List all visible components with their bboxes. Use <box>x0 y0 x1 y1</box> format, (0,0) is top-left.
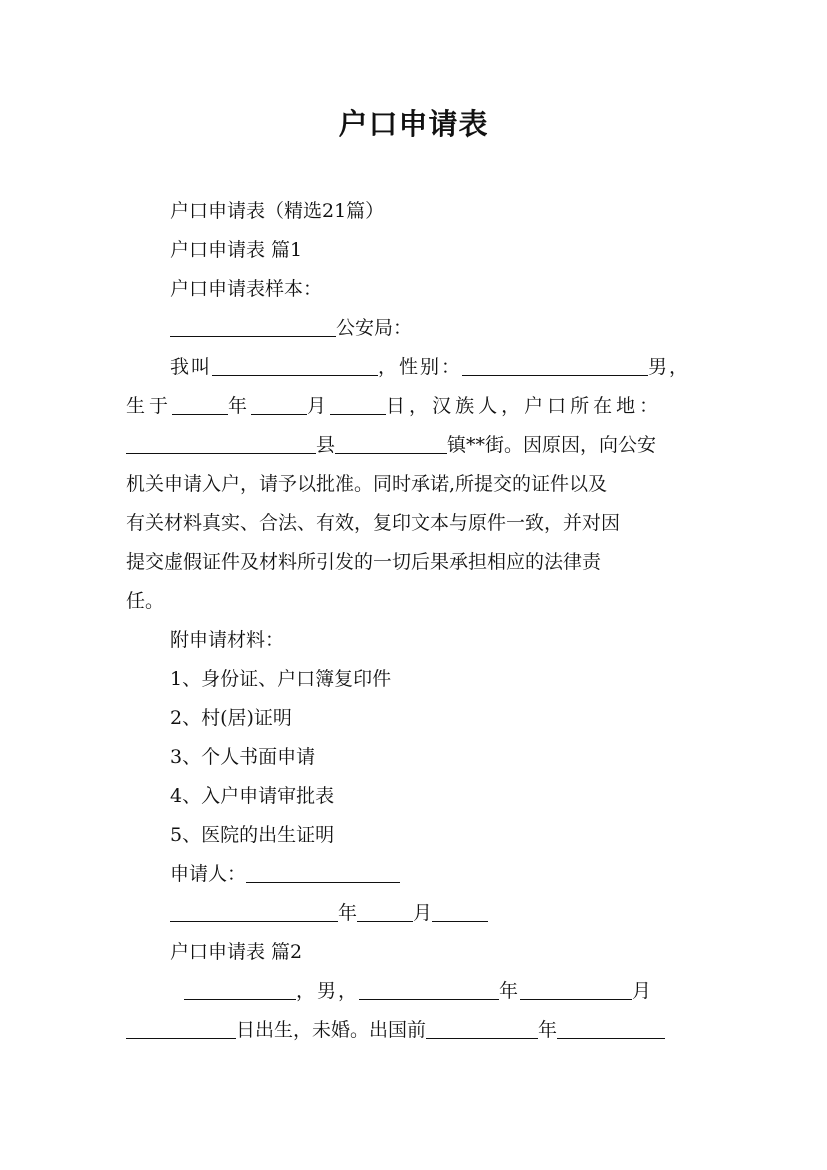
applicant-label: 申请人： <box>170 863 247 885</box>
a2-abroad-year-blank <box>426 1018 538 1039</box>
article2-line1 <box>126 978 653 1004</box>
para1-line6: 提交虚假证件及材料所引发的一切后果承担相应的法律责 <box>126 551 602 573</box>
sample-label: 户口申请表样本： <box>170 278 323 300</box>
day-label: 日， <box>386 395 433 417</box>
applicant-blank <box>246 862 400 883</box>
a2-month-label: 月 <box>632 980 654 1002</box>
ethnicity-residence-text: 汉族人，户口所在地： <box>432 395 663 417</box>
attachment-item-1: 1、身份证、户口簿复印件 <box>170 668 392 690</box>
attachment-item-3: 3、个人书面申请 <box>170 746 316 768</box>
a2-year2-label: 年 <box>538 1019 558 1041</box>
a2-year-label: 年 <box>499 980 521 1002</box>
date-year-blank <box>170 901 338 922</box>
police-bureau-line <box>170 315 412 341</box>
attachment-item-4: 4、入户申请审批表 <box>170 785 335 807</box>
subtitle: 户口申请表（精选21篇） <box>170 200 385 222</box>
date-month-label: 月 <box>413 902 433 924</box>
birth-year-blank <box>172 394 228 415</box>
a2-born-text: 日出生，未婚。出国前 <box>236 1019 427 1041</box>
county-label: 县 <box>316 434 336 456</box>
date-day-blank <box>432 901 488 922</box>
birth-day-blank <box>330 394 386 415</box>
residence-blank <box>126 433 316 454</box>
born-label: 生于 <box>126 395 173 417</box>
male-text: 男， <box>648 356 691 378</box>
a2-year-blank <box>359 979 499 1000</box>
year-label: 年 <box>228 395 252 417</box>
birth-month-blank <box>251 394 307 415</box>
attachment-item-5: 5、医院的出生证明 <box>170 824 335 846</box>
article1-heading: 户口申请表 篇1 <box>170 239 303 261</box>
police-bureau-text: 公安局： <box>336 317 413 339</box>
attachments-label: 附申请材料： <box>170 629 285 651</box>
para1-line2 <box>126 393 662 419</box>
a2-month-blank <box>520 979 632 1000</box>
bureau-blank <box>170 316 336 337</box>
para1-line3 <box>126 432 656 458</box>
a2-day-blank <box>126 1018 236 1039</box>
date-year-label: 年 <box>338 902 358 924</box>
document-title: 户口申请表 <box>338 107 489 141</box>
para1-line5: 有关材料真实、合法、有效，复印文本与原件一致，并对因 <box>126 512 621 534</box>
article2-heading: 户口申请表 篇2 <box>170 941 303 963</box>
para1-line1 <box>170 354 690 380</box>
article2-line2 <box>126 1017 665 1043</box>
name-prefix: 我叫 <box>170 356 213 378</box>
date-month-blank <box>357 901 413 922</box>
attachment-item-2: 2、村(居)证明 <box>170 707 292 729</box>
applicant-line <box>170 861 400 887</box>
a2-name-blank <box>184 979 296 1000</box>
county-blank <box>335 433 447 454</box>
date-line <box>170 900 488 926</box>
a2-trailing-blank <box>557 1018 665 1039</box>
a2-male-text: ，男， <box>296 980 360 1002</box>
gender-label: ，性别： <box>378 356 463 378</box>
gender-blank <box>462 355 648 376</box>
name-blank <box>212 355 378 376</box>
para1-line7: 任。 <box>126 590 165 612</box>
month-label: 月 <box>307 395 331 417</box>
para1-line4: 机关申请入户，请予以批准。同时承诺,所提交的证件以及 <box>126 473 608 495</box>
town-street-text: 镇**街。因原因，向公安 <box>447 434 657 456</box>
